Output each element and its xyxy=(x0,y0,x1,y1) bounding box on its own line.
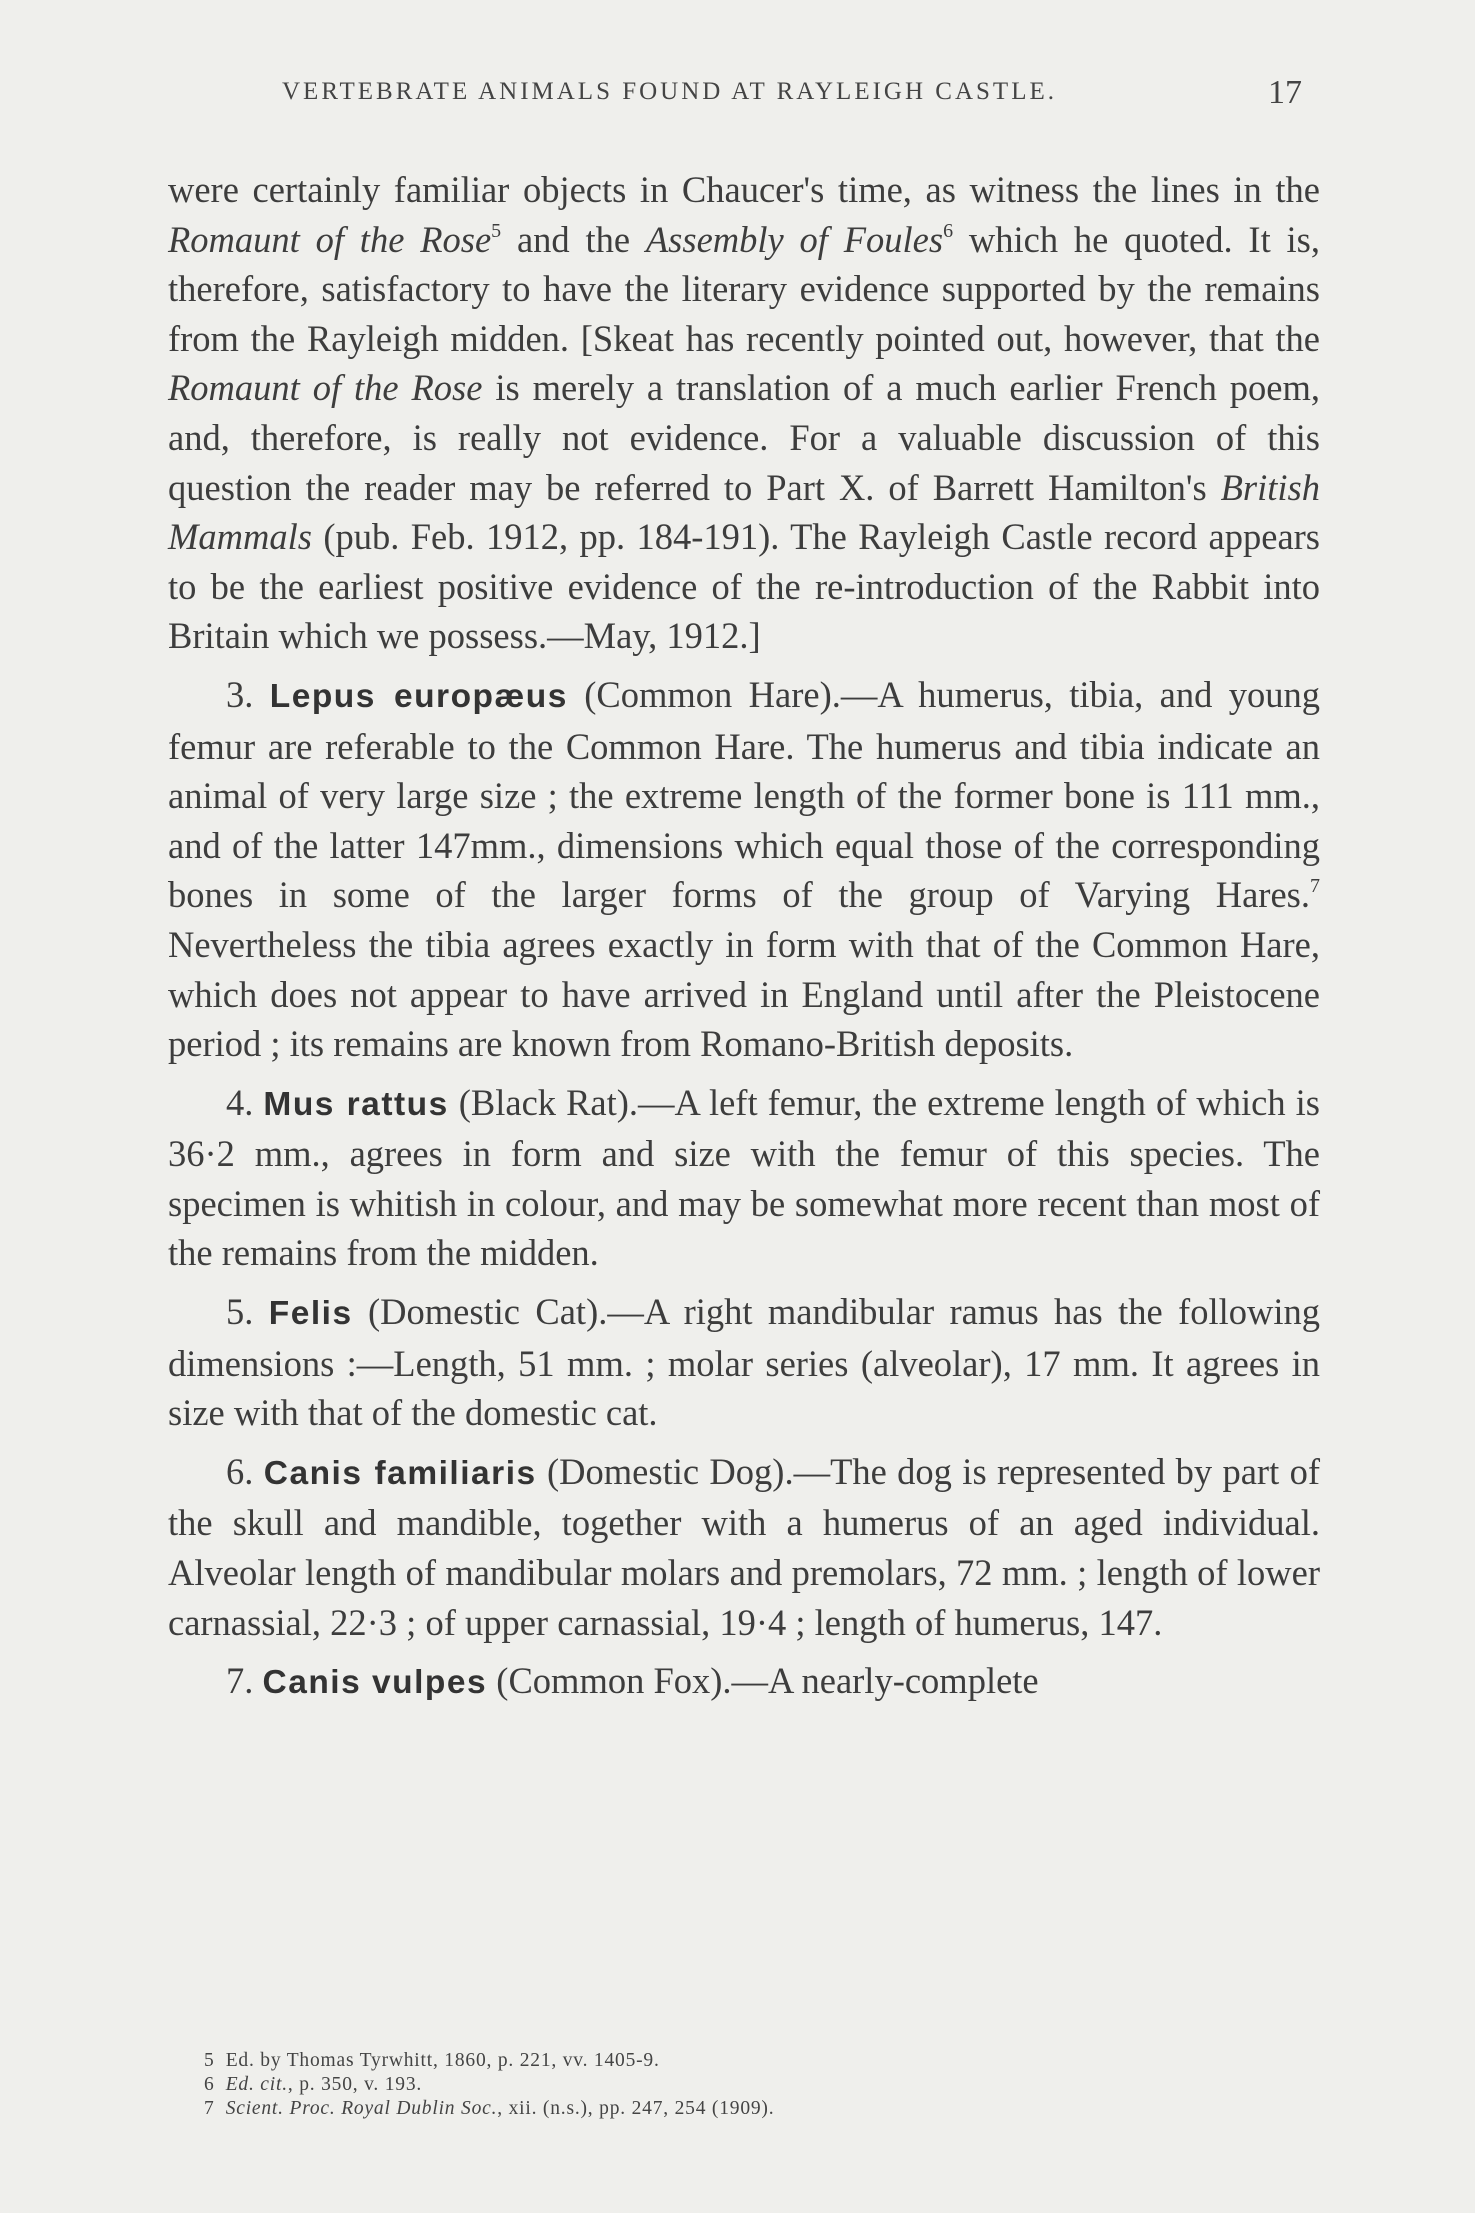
entry-number: 6. xyxy=(226,1450,254,1492)
footnote-number: 7 xyxy=(204,2098,215,2119)
page-body xyxy=(168,165,1320,1708)
text-run: (Domestic Dog).—The dog is represented by part of the skull and mandible, together with a humerus of an aged individual. Alveolar length of mandibular molars and premolars, 72 mm. ; length of lower carnassial, 22·3 ; of upper carnassial, 19·4 ; length of humerus, 147. xyxy=(168,1450,1320,1643)
page-number: 17 xyxy=(1268,74,1302,111)
footnote-5 xyxy=(204,2049,1304,2073)
footnote-citation: Scient. Proc. Royal Dublin Soc. xyxy=(225,2098,498,2119)
species-name: Canis vulpes xyxy=(262,1664,488,1702)
title-romaunt-of-the-rose: Romaunt of the Rose xyxy=(168,218,492,260)
footnote-ref-5: 5 xyxy=(491,219,502,242)
text-run: (pub. Feb. 1912, pp. 184-191). The Rayleigh Castle record appears to be the earliest positive evidence of the re-introduction of the Rabbit into Britain which we possess.—May, 1912.] xyxy=(168,516,1320,657)
footnote-ref-6: 6 xyxy=(943,219,954,242)
paragraph-common-hare xyxy=(168,670,1320,1069)
text-run: (Common Fox).—A nearly-complete xyxy=(487,1660,1039,1702)
text-run: (Black Rat).—A left femur, the extreme length of which is 36·2 mm., agrees in form and size with the femur of this species. The specimen is whitish in colour, and may be somewhat more recent than most of the remains from the midden. xyxy=(168,1081,1320,1274)
paragraph-domestic-dog xyxy=(168,1447,1320,1647)
title-assembly-of-foules: Assembly of Foules xyxy=(645,218,944,260)
species-name: Felis xyxy=(268,1295,353,1333)
text-run: (Domestic Cat).—A right mandibular ramus has the following dimensions :—Length, 51 mm. ; molar series (alveolar), 17 mm. It agrees in size with that of the domestic cat. xyxy=(168,1291,1320,1434)
entry-number: 7. xyxy=(226,1660,254,1702)
footnote-number: 5 xyxy=(204,2050,215,2071)
footnotes xyxy=(204,2049,1304,2121)
entry-number: 3. xyxy=(226,673,254,715)
footnote-text: , p. 350, v. 193. xyxy=(287,2074,423,2095)
footnote-text: , xii. (n.s.), pp. 247, 254 (1909). xyxy=(497,2098,775,2119)
entry-number: 5. xyxy=(226,1291,254,1333)
paragraph-black-rat xyxy=(168,1078,1320,1278)
footnote-citation: Ed. cit. xyxy=(225,2074,288,2095)
footnote-number: 6 xyxy=(204,2074,215,2095)
species-name: Canis familiaris xyxy=(263,1454,537,1492)
text-run: Nevertheless the tibia agrees exactly in form with that of the Common Hare, which does not appear to have arrived in England until after the Pleistocene period ; its remains are known from Romano-British deposits. xyxy=(168,923,1320,1065)
footnote-7 xyxy=(204,2097,1304,2121)
paragraph-domestic-cat xyxy=(168,1287,1320,1438)
title-british-mammals: British Mammals xyxy=(168,466,1320,558)
footnote-text: Ed. by Thomas Tyrwhitt, 1860, p. 221, vv. 1405-9. xyxy=(225,2050,660,2071)
text-run: were certainly familiar objects in Chaucer's time, as witness the lines in the xyxy=(168,169,1320,210)
species-name: Lepus europæus xyxy=(269,677,568,715)
species-name: Mus rattus xyxy=(263,1085,449,1123)
text-run: and the xyxy=(501,218,646,260)
title-romaunt-of-the-rose: Romaunt of the Rose xyxy=(168,367,483,409)
text-run: which he quoted. It is, therefore, satisfactory to have the literary evidence supported by the remains from the Rayleigh midden. [Skeat has recently pointed out, however, that the xyxy=(168,218,1320,359)
footnote-ref-7: 7 xyxy=(1310,875,1320,898)
footnote-6 xyxy=(204,2073,1304,2097)
running-head: VERTEBRATE ANIMALS FOUND AT RAYLEIGH CASTLE. xyxy=(282,78,1057,105)
text-run: is merely a translation of a much earlier French poem, and, therefore, is really not evidence. For a valuable discussion of this question the reader may be referred to Part X. of Barrett Hamilton's xyxy=(168,367,1320,508)
paragraph-common-fox xyxy=(168,1656,1320,1708)
paragraph-rabbit-continuation xyxy=(168,165,1320,661)
text-run: (Common Hare).—A humerus, tibia, and young femur are referable to the Common Hare. The humerus and tibia indicate an animal of very large size ; the extreme length of the former bone is 111 mm., and of the latter 147mm., dimensions which equal those of the corresponding bones in some of the larger forms of the group of Varying Hares. xyxy=(168,673,1320,916)
entry-number: 4. xyxy=(226,1081,254,1123)
